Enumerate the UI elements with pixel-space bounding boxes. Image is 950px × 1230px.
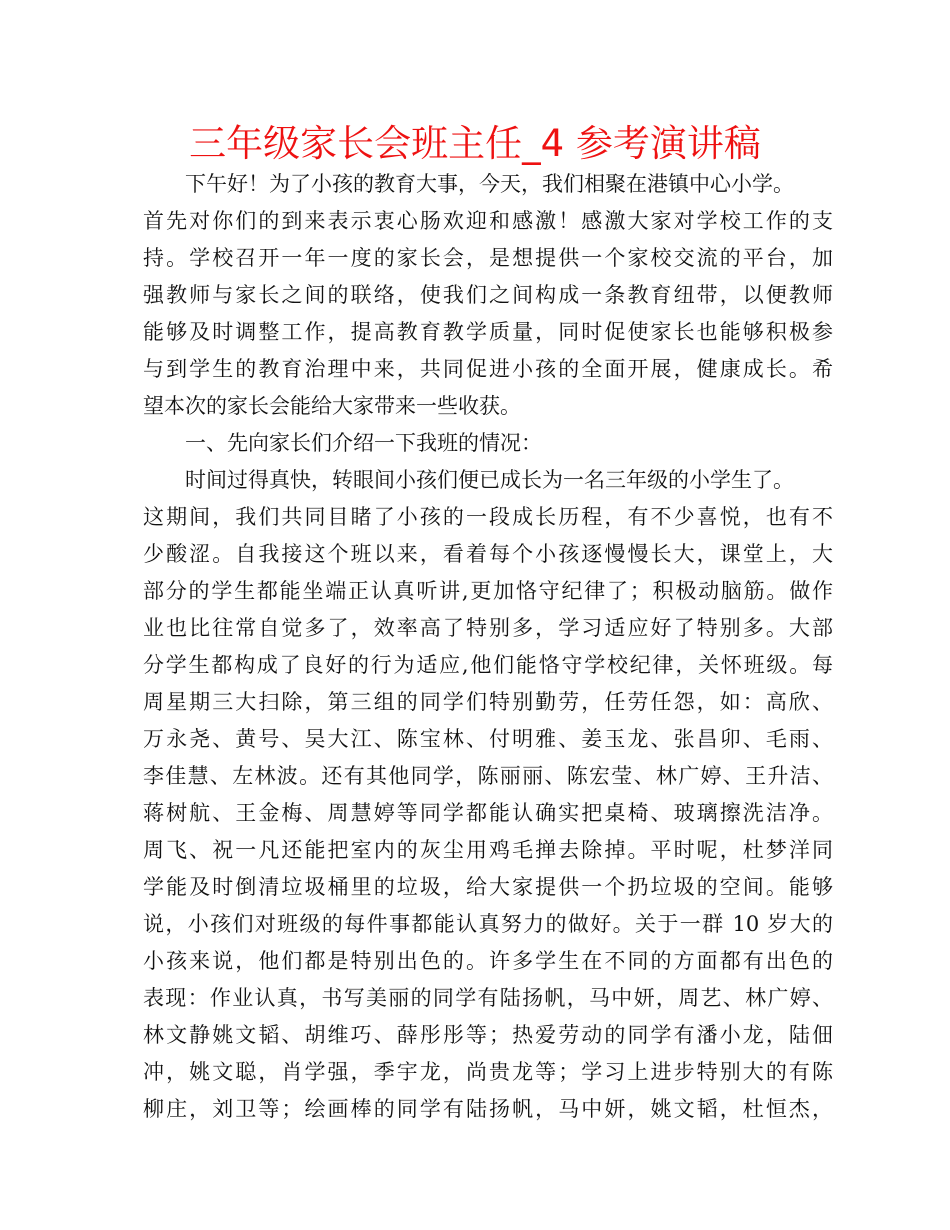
paragraph-line: 能够及时调整工作，提高教育教学质量，同时促使家长也能够积极参 bbox=[143, 320, 833, 344]
paragraph-line: 首先对你们的到来表示衷心肠欢迎和感激！感激大家对学校工作的支 bbox=[143, 209, 833, 233]
section-heading: 一、先向家长们介绍一下我班的情况： bbox=[185, 431, 542, 455]
paragraph-line: 望本次的家长会能给大家带来一些收获。 bbox=[143, 394, 521, 418]
paragraph-line: 学能及时倒清垃圾桶里的垃圾，给大家提供一个扔垃圾的空间。能够 bbox=[143, 875, 833, 899]
paragraph-line: 持。学校召开一年一度的家长会，是想提供一个家校交流的平台，加 bbox=[143, 246, 833, 270]
paragraph-line: 周飞、祝一凡还能把室内的灰尘用鸡毛掸去除掉。平时呢，杜梦洋同 bbox=[143, 838, 833, 862]
paragraph-line: 柳庄，刘卫等；绘画棒的同学有陆扬帆，马中妍，姚文韬，杜恒杰， bbox=[143, 1097, 833, 1121]
paragraph-line: 林文静姚文韬、胡维巧、薛彤彤等；热爱劳动的同学有潘小龙，陆佃 bbox=[143, 1023, 833, 1047]
paragraph-line: 表现：作业认真，书写美丽的同学有陆扬帆，马中妍，周艺、林广婷、 bbox=[143, 986, 833, 1010]
paragraph-line: 业也比往常自觉多了，效率高了特别多，学习适应好了特别多。大部 bbox=[143, 616, 833, 640]
paragraph-line: 万永尧、黄号、吴大江、陈宝林、付明雅、姜玉龙、张昌卯、毛雨、 bbox=[143, 727, 833, 751]
paragraph-line: 分学生都构成了良好的行为适应,他们能恪守学校纪律，关怀班级。每 bbox=[143, 653, 833, 677]
paragraph-line: 下午好！为了小孩的教育大事，今天，我们相聚在港镇中心小学。 bbox=[185, 172, 794, 196]
paragraph-line: 冲，姚文聪，肖学强，季宇龙，尚贵龙等；学习上进步特别大的有陈 bbox=[143, 1060, 833, 1084]
paragraph-line: 小孩来说，他们都是特别出色的。许多学生在不同的方面都有出色的 bbox=[143, 949, 833, 973]
paragraph-line: 与到学生的教育治理中来，共同促进小孩的全面开展，健康成长。希 bbox=[143, 357, 833, 381]
paragraph-line: 李佳慧、左林波。还有其他同学，陈丽丽、陈宏莹、林广婷、王升洁、 bbox=[143, 764, 833, 788]
paragraph-line: 部分的学生都能坐端正认真听讲,更加恪守纪律了；积极动脑筋。做作 bbox=[143, 579, 833, 603]
paragraph-line: 时间过得真快，转眼间小孩们便已成长为一名三年级的小学生了。 bbox=[185, 468, 794, 492]
document-title: 三年级家长会班主任_4 参考演讲稿 bbox=[189, 122, 761, 165]
paragraph-line: 这期间，我们共同目睹了小孩的一段成长历程，有不少喜悦，也有不 bbox=[143, 505, 833, 529]
paragraph-line: 周星期三大扫除，第三组的同学们特别勤劳，任劳任怨，如：高欣、 bbox=[143, 690, 833, 714]
paragraph-line: 强教师与家长之间的联络，使我们之间构成一条教育纽带，以便教师 bbox=[143, 283, 833, 307]
paragraph-line: 说，小孩们对班级的每件事都能认真努力的做好。关于一群 10 岁大的 bbox=[143, 912, 833, 936]
paragraph-line: 蒋树航、王金梅、周慧婷等同学都能认确实把桌椅、玻璃擦洗洁净。 bbox=[143, 801, 833, 825]
paragraph-line: 少酸涩。自我接这个班以来，看着每个小孩逐慢慢长大，课堂上，大 bbox=[143, 542, 833, 566]
